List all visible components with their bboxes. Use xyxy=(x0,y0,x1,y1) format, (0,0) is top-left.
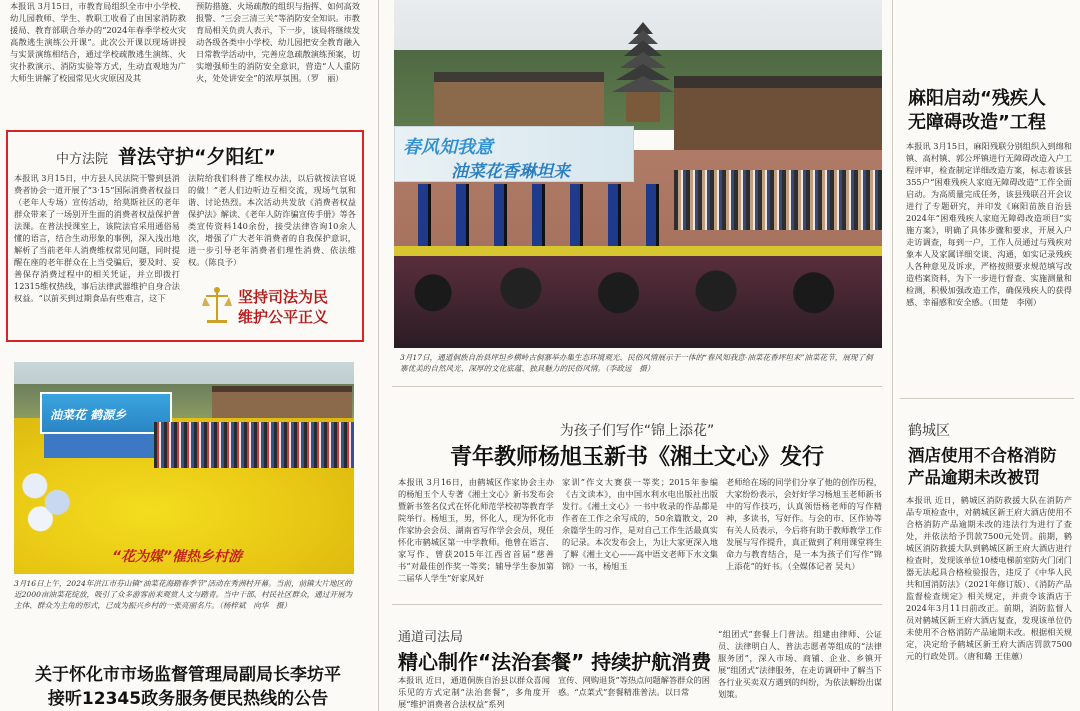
column-divider-left xyxy=(378,0,379,711)
photo-title-overlay: “花为媒”催热乡村游 xyxy=(112,549,243,565)
disabled-article-title-line2[interactable]: 无障碍改造”工程 xyxy=(908,112,1046,133)
main-photo-audience-front xyxy=(394,256,882,348)
column-divider-right xyxy=(892,0,893,711)
law-article-headline xyxy=(56,142,276,169)
rapeseed-photo-caption: 3月16日上午，2024年洪江市芬山镇“油菜花海踏春季节”活动在秀洲村开幕。当前，前镇大片地区的近2000亩油菜花绽放，吸引了众多游客前来观赏人文与踏青。当中干部、村民社区群众，通过开展为主体、群众为主角的形式，已成为振兴乡村的一张亮丽名片。（杨梓斌 向华 摄） xyxy=(14,579,353,610)
hecheng-article-title-line2[interactable]: 产品逾期未改被罚 xyxy=(908,468,1040,487)
teacher-article-col2: 家训”作文大赛获一等奖；2015年参编《古文读本》，由中国水利水电出版社出版发行。《湘土文心》一书中收录的作品都是作者在工作之余写成的，50余篇散文，20余篇学生的习作，是对自己工作生活最真实的记录。本次发布会上，为让大家更深入地了解《湘土文心——高中语文老师下水文集锦》一书，杨旭玉 xyxy=(562,477,718,571)
main-photo-buildings-left xyxy=(434,72,604,130)
teacher-article-title[interactable]: 青年教师杨旭玉新书《湘土文心》发行 xyxy=(449,445,824,470)
section-divider-lower xyxy=(392,604,882,605)
law-article-box xyxy=(6,130,364,342)
photo-banner xyxy=(40,392,172,434)
top-left-col1: 本报讯 3月15日，市教育局组织全市中小学校、幼儿园教师、学生、教职工收看了由国家消防救援局、教育部联合举办的“2024年春季学校火灾高散逃生演练公开课”。此次公开课以现场讲授与实景演练相结合，通过学校疏散逃生演练、火灾扑救演示、消防实验等方式，生动直观地为广大师生讲解了校园常见火灾原因及其 xyxy=(10,1,186,83)
teacher-article-kicker: 为孩子们写作“锦上添花” xyxy=(559,423,715,439)
photo-balloons xyxy=(18,466,74,532)
dong-village-photo xyxy=(394,0,882,348)
law-article-kicker: 中方法院 xyxy=(56,152,109,167)
announcement-title-line1[interactable]: 关于怀化市市场监督管理局副局长李坊平 xyxy=(35,665,341,685)
hecheng-article-body: 本报讯 近日，鹤城区消防救援大队在消防产品专项检查中，对鹤城区新王府大酒店使用不合格消防产品逾期未改的违法行为进行了查处，并依法给予罚款7500元处罚。前期，鹤城区消防救援大队到鹤城区新王府大酒店进行检查时，发现该单位10楼电梯前室防火门闭门器无法起具合格检验报告，违反了《中华人民共和国消防法》（2021年修订版）、《消防产品监督检查规定》相关规定，并责令该酒店于2024年3月11日前改正。前期，消防监督人员对鹤城区新王府大酒店复查，发现该单位仍未使用不合格消防产品逾期未改。根据相关规定，决定给予鹤城区新王府大酒店罚款7500元的行政处罚。（唐和璐 王佳蕙） xyxy=(906,495,1072,661)
law-article-col2: 法院给我们科普了维权办法，以后就按法官说的做！”老人们边听边互相交流，现场气氛和谐、讨论热烈。本次活动共发放《消费者权益保护法》解读、《老年人防诈骗宣传手册》等各类宣传资料140余份，接受法律咨询10余人次，增强了广大老年消费者的自我保护意识，进一步引导老年消费者们理性消费、依法维权。（陈良予） xyxy=(188,173,356,267)
tongdao-article-col3: “组团式”套餐上门普法。组建由律师、公证员、法律明白人、普法志愿者等组成的“法律服务团”，深入市场、商铺、企业、乡镇开展“组团式”法律服务，在走访调研中了解当下各行业买卖双方遇到的纠纷，为依法解纷出谋划策。 xyxy=(718,629,882,699)
slogan-block xyxy=(202,282,356,330)
main-photo-audience-back xyxy=(674,170,882,230)
photo-banner-text: 油菜花 鹤源乡 xyxy=(50,408,127,422)
photo-building xyxy=(212,386,352,418)
section-divider-right xyxy=(900,398,1074,399)
photo-crowd xyxy=(154,422,354,468)
section-divider-middle xyxy=(392,386,882,387)
tongdao-article-kicker: 通道司法局 xyxy=(398,630,464,645)
slogan-line-1: 坚持司法为民 xyxy=(238,288,329,306)
dong-village-photo-caption: 3月17日，通道侗族自治县坪坦乡横岭古侗寨举办集生态环境观光、民俗风情展示于一体的“春风知我意·油菜花香坪坦来”油菜花节，展现了侗寨优美的自然风光、深厚的文化底蕴、独具魅力的民俗风情。（李政远 摄） xyxy=(400,353,873,373)
tongdao-article-col1: 本报讯 近日，通道侗族自治县以群众喜闻乐见的方式定制“法治套餐”，多角度开展“维护消费者合法权益”系列 xyxy=(398,675,550,709)
top-left-col2: 预防措施、火场疏散的组织与指挥、如何高效报警、“三会三清三关”等消防安全知识。市教育局相关负责人表示，下一步，该局将继续发动各级各类中小学校、幼儿园把安全教育融入日常教学活动中，完善应急疏散演练预案，切实增强师生的消防安全意识，营造“人人重防火，处处讲安全”的浓厚氛围。（罗 丽） xyxy=(196,1,360,83)
festival-banner-line2: 油菜花香琳坦来 xyxy=(451,162,570,182)
main-photo-festival-banner xyxy=(394,126,634,182)
announcement-title-line2[interactable]: 接听12345政务服务便民热线的公告 xyxy=(47,689,329,709)
law-article-title: 普法守护“夕阳红” xyxy=(118,146,276,168)
slogan-line-2: 维护公平正义 xyxy=(238,308,329,326)
law-article-col1: 本报讯 3月15日，中方县人民法院干警到县消费者协会一道开展了“3·15”国际消费者权益日（老年人专场）宣传活动，给莫斯社区的老年群众带来了一场别开生面的消费者权益保护普法课。在普法授课室上，该院法官采用通俗易懂的语言，结合生动形象的事例，深入浅出地解析了当前老年人消费维权常见问题，同时提醒在座的老年群众在上当受骗后，要及时、妥善保存消费过程中的相关凭证，并立即拨打12315维权热线，事后法律武器维护自身合法权益。“以前买到过期食品有些难言，这下 xyxy=(14,173,180,303)
teacher-article-col3: 老师给在场的同学们分享了他的创作历程，大家纷纷表示，会好好学习杨旭玉老师新书中的写作技巧，认真领悟杨老师的写作精神，多读书，写好作。与会的市、区作协等有关人员表示，今后将有助于教师教学工作发展与写作提升，真正做到了利用课堂将生命力与教育结合，是一本为孩子们写作“锦上添花”的好书。（全媒体记者 吴丸） xyxy=(726,477,882,571)
hecheng-article-kicker: 鹤城区 xyxy=(908,423,950,439)
tongdao-article-col2: 宣传、网购退货”等热点问题解答群众的困惑。“点菜式”套餐精准普法。以日常 xyxy=(558,675,710,697)
teacher-article-col1: 本报讯 3月16日，由鹤城区作家协会主办的杨旭玉个人专著《湘土文心》新书发布会暨新书签名仪式在怀化师范学校初等教育学院举行。杨旭玉，男，怀化人，现为怀化市作家协会会员、湖南省写作学会会员，现任怀化市鹤城区第一中学教师。他曾在语言、家写作、曾获2015年江西省首届“慈善书”对最佳创作奖一等奖；辅导学生参加第二届华人学生”好家风好 xyxy=(398,477,554,583)
festival-banner-line1: 春风知我意 xyxy=(403,137,493,158)
tongdao-article-title[interactable]: 精心制作“法治套餐” 持续护航消费 xyxy=(398,650,712,674)
drum-tower-icon xyxy=(608,22,678,122)
main-photo-performers xyxy=(404,184,674,248)
scales-emblem-icon xyxy=(202,286,232,326)
main-photo-buildings-right xyxy=(674,76,882,156)
disabled-article-body: 本报讯 3月15日，麻阳残联分别组织入到绵和镇、高村镇、郭公坪镇进行无障碍改造入户工程评审，检查制定详细改造方案，标志着该县355户“困难残疾人家庭无障碍改造”工作全面启动。为高质量完成任务，该县残联召开会议进行了专题研究，并印发《麻阳苗族自治县2024年“困难残疾人家庭无障碍改造项目”实施方案》，明确了具体步骤和要求，开展入户走访调查，每到一户，工作人员通过与残疾对象本人及家属详细交谈、沟通，如实记录残疾人各种意见及诉求，严格按照要求规范填写改造档案资料，为下一步进行督查、实施测量和检测，积极加强改造工作，确保残疾人的获得感、幸福感和安全感。（田楚 李刚） xyxy=(906,141,1072,307)
disabled-article-title-line1[interactable]: 麻阳启动“残疾人 xyxy=(908,88,1046,109)
hecheng-article-title-line1[interactable]: 酒店使用不合格消防 xyxy=(908,446,1057,465)
rapeseed-festival-photo xyxy=(14,362,354,574)
